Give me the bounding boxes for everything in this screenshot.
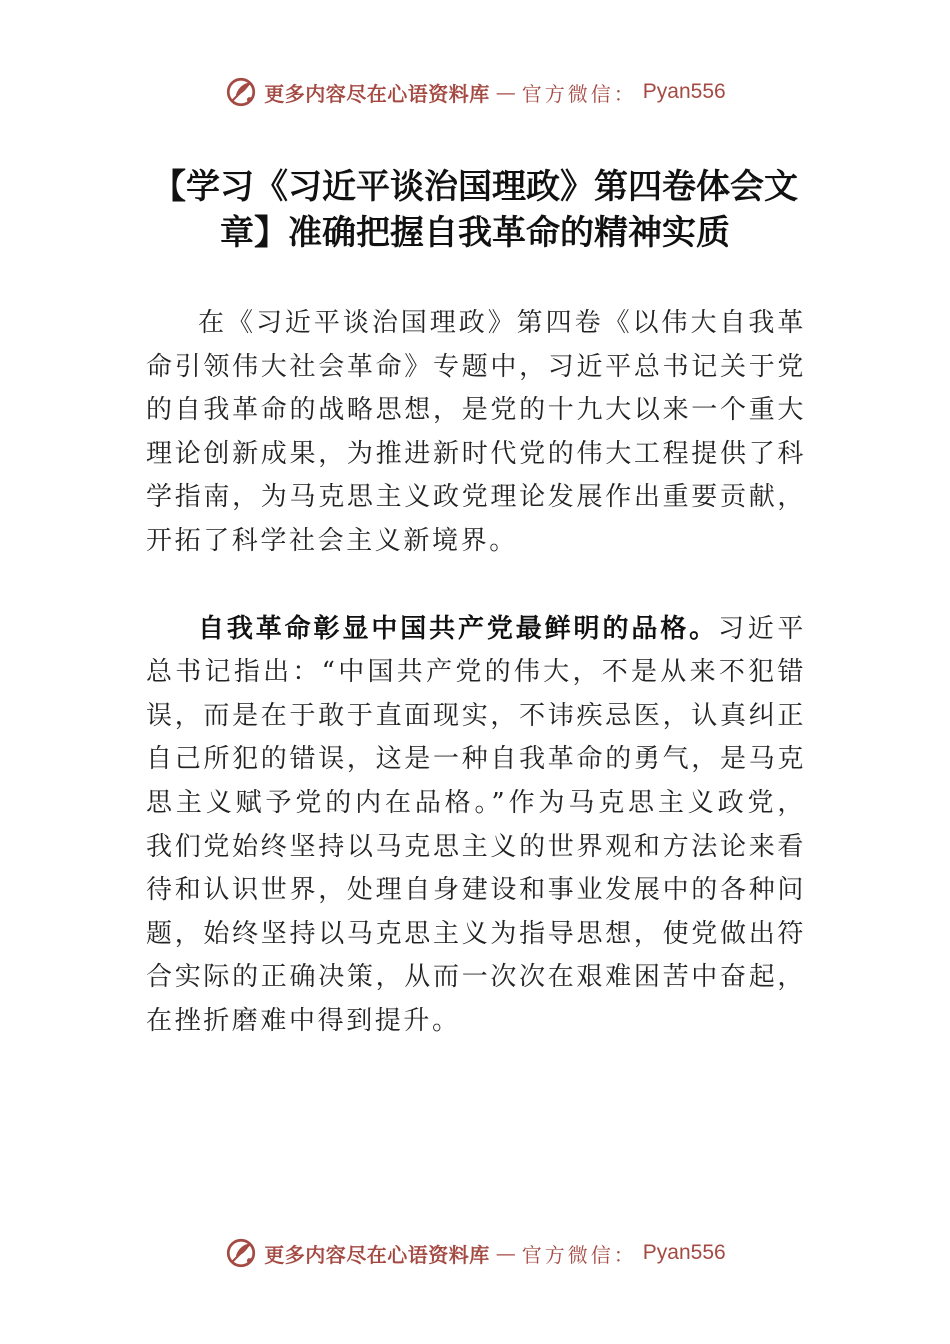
footer-separator: — [495,1241,516,1265]
quill-circle-logo-icon [224,75,258,109]
header-wechat-label: 官方微信： [521,81,637,106]
footer-banner [0,1233,950,1273]
paragraph-2-text: 习近平总书记指出：“中国共产党的伟大，不是从来不犯错误，而是在于敢于直面现实，不讳疾忌医，认真纠正自己所犯的错误，这是一种自我革命的勇气，是马克思主义赋予党的内在品格。”作为马克思主义政党，我们党始终坚持以马克思主义的世界观和方法论来看待和认识世界，处理自身建设和事业发展中的各种问题，始终坚持以马克思主义为指导思想，使党做出符合实际的正确决策，从而一次次在艰难困苦中奋起，在挫折磨难中得到提升。 [146,613,806,1036]
paragraph-2 [146,608,806,1044]
header-banner [0,72,950,112]
paragraph-1 [146,302,806,564]
header-separator: — [495,80,516,104]
header-brand-text: 更多内容尽在心语资料库 [264,81,490,106]
document-body [146,302,806,1044]
footer-wechat-id: Pyan556 [642,1241,726,1264]
header-wechat-id: Pyan556 [642,80,726,103]
quill-circle-logo-icon [224,1236,258,1270]
footer-wechat-label: 官方微信： [521,1242,637,1267]
document-title: 【学习《习近平谈治国理政》第四卷体会文章】准确把握自我革命的精神实质 [152,167,798,253]
footer-brand-text: 更多内容尽在心语资料库 [264,1242,490,1267]
paragraph-2-lead: 自我革命彰显中国共产党最鲜明的品格。 [198,613,719,644]
paragraph-1-text: 在《习近平谈治国理政》第四卷《以伟大自我革命引领伟大社会革命》专题中，习近平总书记关于党的自我革命的战略思想，是党的十九大以来一个重大理论创新成果，为推进新时代党的伟大工程提供了科学指南，为马克思主义政党理论发展作出重要贡献，开拓了科学社会主义新境界。 [146,308,806,556]
